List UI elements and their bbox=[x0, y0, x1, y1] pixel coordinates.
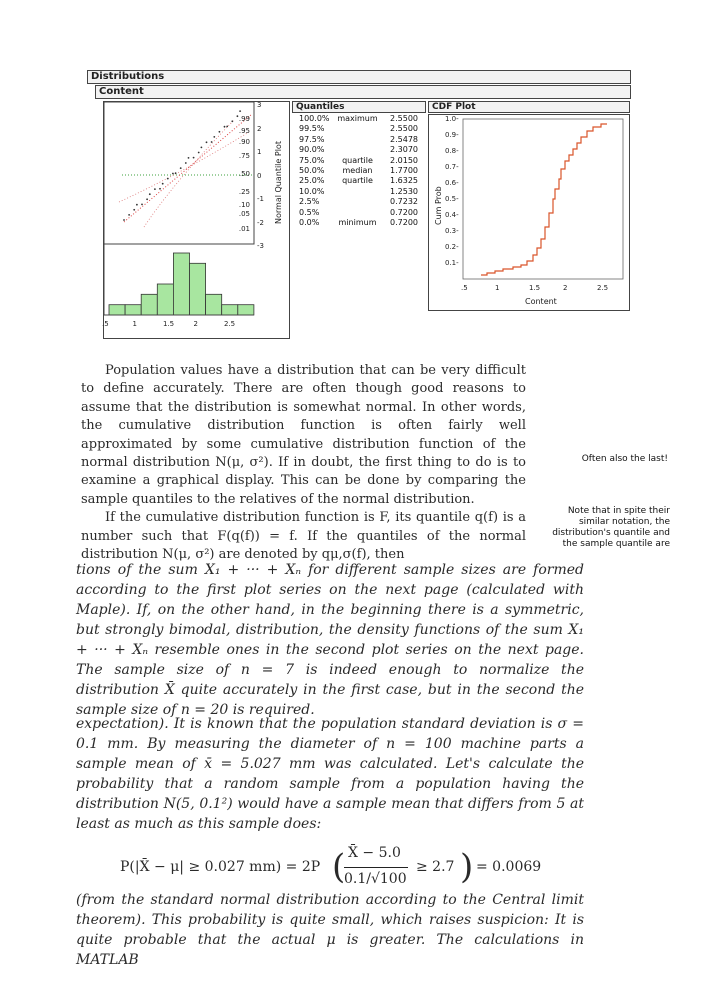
probability-tick: .01 bbox=[238, 225, 250, 233]
formula-paren-left: ( bbox=[332, 847, 346, 887]
cdf-plot bbox=[429, 115, 629, 310]
z-tick: 3 bbox=[257, 101, 262, 109]
cdf-x-tick: .5 bbox=[461, 284, 468, 292]
quantile-label: maximum bbox=[337, 114, 378, 123]
z-tick: -3 bbox=[257, 242, 264, 250]
quantiles-table bbox=[297, 114, 427, 234]
quantile-point bbox=[141, 204, 143, 206]
quantile-label bbox=[335, 145, 380, 155]
histogram-bar bbox=[206, 294, 222, 315]
quantile-pct: 10.0% bbox=[299, 186, 325, 196]
quantile-value: 2.5500 bbox=[390, 114, 418, 123]
histogram-x-tick: 1.5 bbox=[163, 320, 175, 328]
quantile-point bbox=[133, 209, 135, 211]
italic-paragraph-1: tions of the sum X₁ + ··· + Xₙ for different sample sizes are formed according to the first plot series on the next page (calculated with Maple). If, on the other hand, in the beginning there is a symmetric, but strongly bimodal, distribution, the density functions of the sum X₁ + ··· + Xₙ resemble ones in the second plot series on the next page. The sample size of n = 7 is indeed enough to normalize the distribution X̄ quite accurately in the first case, but in the second the sample size of n = 20 is required. bbox=[76, 562, 584, 718]
histogram-x-tick: 2 bbox=[193, 320, 198, 328]
quantile-point bbox=[185, 162, 187, 164]
cdf-y-tick: 0.4- bbox=[445, 211, 459, 219]
histogram-bar bbox=[157, 284, 173, 315]
quantile-percent-column bbox=[299, 114, 330, 228]
quantile-value: 2.3070 bbox=[390, 145, 418, 155]
quantile-pct: 99.5% bbox=[299, 124, 325, 134]
quantile-value: 2.5478 bbox=[390, 134, 418, 144]
z-tick: 0 bbox=[257, 171, 262, 180]
z-tick: -1 bbox=[257, 195, 264, 203]
histogram-x-tick: .5 bbox=[102, 320, 109, 328]
italic-block-3 bbox=[76, 890, 584, 970]
quantile-point bbox=[219, 131, 221, 133]
paragraph-2: If the cumulative distribution function is F, its quantile q(f) is a number such that F(q(f)) = f. If the quantiles of the normal distribution N(μ, σ²) are denoted by qμ,σ(f), then bbox=[81, 510, 526, 563]
quantile-value-column bbox=[390, 114, 418, 228]
quantile-point bbox=[213, 136, 215, 138]
cdf-x-axis-label: Content bbox=[525, 297, 557, 306]
quantile-label: minimum bbox=[338, 217, 377, 227]
quantile-label bbox=[335, 135, 380, 145]
histogram-x-tick: 1 bbox=[132, 320, 137, 328]
cdf-y-axis-label: Cum Prob bbox=[434, 186, 443, 225]
cdf-y-tick: 0.8- bbox=[445, 147, 459, 155]
histogram-bar bbox=[125, 305, 141, 315]
italic-block-2 bbox=[76, 714, 584, 834]
quantile-point bbox=[175, 172, 177, 174]
z-tick: 1 bbox=[257, 148, 262, 156]
quantile-pct: 2.5% bbox=[299, 197, 320, 207]
formula-rhs: ≥ 2.7 bbox=[416, 859, 455, 875]
cdf-y-tick: 0.9- bbox=[445, 131, 459, 139]
quantile-value: 1.2530 bbox=[390, 186, 418, 196]
formula-lhs: P(|X̄ − μ| ≥ 0.027 mm) = 2P bbox=[120, 859, 321, 875]
quantile-point bbox=[211, 141, 213, 143]
quantile-point bbox=[159, 188, 161, 190]
quantile-point bbox=[224, 126, 226, 128]
probability-tick: .75 bbox=[238, 152, 250, 160]
quantile-pct: 0.0% bbox=[299, 217, 320, 227]
quantile-label bbox=[335, 187, 380, 197]
quantile-point bbox=[193, 157, 195, 159]
probability-tick: .05 bbox=[238, 210, 250, 218]
cdf-y-tick: 0.5- bbox=[445, 195, 459, 203]
quantile-point bbox=[188, 157, 190, 159]
quantile-point bbox=[128, 214, 130, 216]
cdf-y-tick: 0.7- bbox=[445, 163, 459, 171]
cdf-y-tick: 0.6- bbox=[445, 179, 459, 187]
quantile-point bbox=[172, 173, 174, 175]
normal-quantile-axis-label: Normal Quantile Plot bbox=[274, 141, 283, 224]
paragraph-1: Population values have a distribution that can be very difficult to define accurately. There are often though good reasons to assume that the distribution is somewhat normal. In other words, the cumulative distribution function is often fairly well approximated by some cumulative distribution function of the normal distribution N(μ, σ²). If in doubt, the first thing to do is to examine a graphical display. This can be done by comparing the sample quantiles to the relatives of the normal distribution. bbox=[81, 363, 526, 507]
histogram-bar bbox=[141, 294, 157, 315]
quantile-point bbox=[149, 193, 151, 195]
quantile-value: 2.0150 bbox=[390, 155, 418, 165]
histogram bbox=[109, 253, 254, 315]
histogram-x-tick: 2.5 bbox=[224, 320, 236, 328]
histogram-bar bbox=[238, 305, 254, 315]
probability-tick: .90 bbox=[238, 138, 250, 146]
quantile-label: median bbox=[342, 165, 373, 175]
quantile-value: 1.6325 bbox=[390, 176, 418, 186]
quantile-label bbox=[335, 197, 380, 207]
cdf-y-tick: 0.1- bbox=[445, 259, 459, 267]
cdf-x-tick: 2 bbox=[563, 284, 568, 292]
histogram-bar bbox=[109, 305, 125, 315]
quantile-point bbox=[206, 141, 208, 143]
quantile-label bbox=[335, 208, 380, 218]
quantile-points bbox=[123, 110, 241, 221]
formula-fraction-bar bbox=[344, 867, 408, 868]
cdf-x-tick: 1.5 bbox=[529, 284, 541, 292]
distributions-header[interactable]: Distributions bbox=[87, 70, 631, 84]
quantile-point bbox=[123, 219, 125, 221]
quantile-value: 2.5500 bbox=[390, 124, 418, 134]
z-tick: -2 bbox=[257, 218, 264, 227]
quantile-point bbox=[198, 152, 200, 154]
distribution-plot-panel bbox=[103, 101, 290, 339]
italic-paragraph-2: expectation). It is known that the population standard deviation is σ = 0.1 mm. By measuring the diameter of n = 100 machine parts a sample mean of x̄ = 5.027 mm was calculated. Let's calculate the probability that a random sample from a population having the distribution N(5, 0.1²) would have a sample mean that differs from 5 at least as much as this sample does: bbox=[76, 716, 584, 832]
quantile-pct: 90.0% bbox=[299, 145, 325, 155]
formula-result: = 0.0069 bbox=[476, 859, 542, 875]
quantile-value: 0.7200 bbox=[390, 207, 418, 217]
quantile-point bbox=[201, 147, 203, 149]
quantile-point bbox=[167, 178, 169, 180]
probability-tick: .99 bbox=[238, 115, 250, 123]
quantile-pct: 97.5% bbox=[299, 134, 325, 144]
cdf-plot-panel bbox=[428, 114, 630, 311]
histogram-bar bbox=[190, 263, 206, 315]
quantile-pct: 50.0% bbox=[299, 165, 325, 175]
content-header[interactable]: Content bbox=[95, 85, 631, 99]
quantiles-header[interactable]: Quantiles bbox=[292, 101, 426, 113]
quantile-value: 0.7200 bbox=[390, 217, 418, 227]
quantile-value: 1.7700 bbox=[390, 165, 418, 175]
z-tick: 2 bbox=[257, 124, 262, 133]
margin-note-2: Note that in spite their similar notation, the distribution's quantile and the sample quantile are bbox=[552, 506, 670, 549]
cdf-plot-header[interactable]: CDF Plot bbox=[428, 101, 630, 113]
probability-tick: .50 bbox=[238, 170, 250, 178]
formula-paren-right: ) bbox=[460, 847, 474, 887]
cdf-step-line bbox=[481, 124, 607, 275]
quantile-point bbox=[180, 167, 182, 169]
formula-denominator: 0.1/√100 bbox=[344, 871, 407, 887]
quantile-pct: 100.0% bbox=[299, 114, 330, 123]
probability-formula bbox=[120, 845, 580, 895]
quantile-value: 0.7232 bbox=[390, 197, 418, 207]
cdf-y-tick: 0.2- bbox=[445, 243, 459, 251]
cdf-x-tick: 2.5 bbox=[597, 284, 609, 292]
quantile-point bbox=[226, 126, 228, 128]
quantile-label-column bbox=[335, 114, 380, 228]
quantile-point bbox=[154, 188, 156, 190]
probability-tick: .95 bbox=[238, 127, 250, 135]
quantile-pct: 75.0% bbox=[299, 155, 325, 165]
quantile-pct: 0.5% bbox=[299, 207, 320, 217]
quantile-label: quartile bbox=[342, 155, 373, 165]
histogram-bar bbox=[222, 305, 238, 315]
italic-block-1 bbox=[76, 560, 584, 720]
cdf-y-tick: 0.3- bbox=[445, 227, 459, 235]
cdf-y-tick: 1.0- bbox=[445, 115, 459, 123]
quantile-label: quartile bbox=[342, 176, 373, 186]
quantile-point bbox=[136, 204, 138, 206]
italic-paragraph-3: (from the standard normal distribution according to the Central limit theorem). This probability is quite small, which raises suspicion: It is quite probable that the actual μ is greater. The calculations in MATLAB bbox=[76, 892, 584, 968]
histogram-bar bbox=[173, 253, 189, 315]
cdf-x-tick: 1 bbox=[495, 284, 500, 292]
probability-tick: .10 bbox=[238, 201, 250, 209]
quantile-point bbox=[162, 183, 164, 185]
formula-numerator: X̄ − 5.0 bbox=[348, 845, 401, 861]
probability-tick: .25 bbox=[238, 188, 250, 196]
quantile-point bbox=[239, 110, 241, 112]
quantile-label bbox=[335, 124, 380, 134]
body-text-block bbox=[81, 362, 526, 564]
quantile-pct: 25.0% bbox=[299, 176, 325, 186]
margin-note-1: Often also the last! bbox=[581, 454, 668, 464]
quantile-point bbox=[146, 198, 148, 200]
